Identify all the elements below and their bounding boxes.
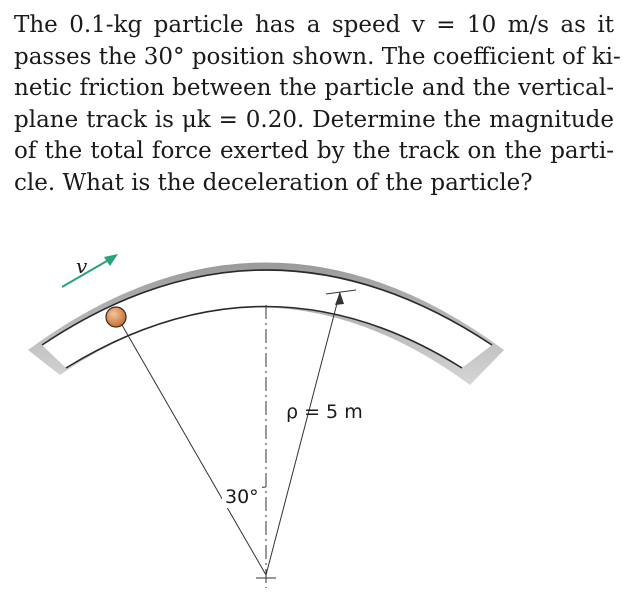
problem-line-2: passes the 30° position shown. The coefficient of ki- — [14, 43, 621, 70]
problem-line-1: The 0.1-kg particle has a speed v = 10 m/s as it — [14, 12, 614, 38]
radius-line-to-particle — [118, 318, 266, 575]
velocity-label: v — [76, 254, 88, 278]
velocity-arrowhead — [104, 254, 118, 266]
angle-label: 30° — [225, 486, 259, 508]
problem-line-3: netic friction between the particle and the vertical- — [14, 75, 614, 101]
radius-line-rho — [266, 292, 340, 575]
problem-line-4: plane track is μk = 0.20. Determine the magnitude — [14, 106, 614, 133]
problem-line-6: cle. What is the deceleration of the particle? — [14, 169, 533, 196]
radius-label: ρ = 5 m — [286, 401, 363, 423]
particle — [106, 307, 126, 327]
problem-line-5: of the total force exerted by the track on the parti- — [14, 138, 614, 164]
